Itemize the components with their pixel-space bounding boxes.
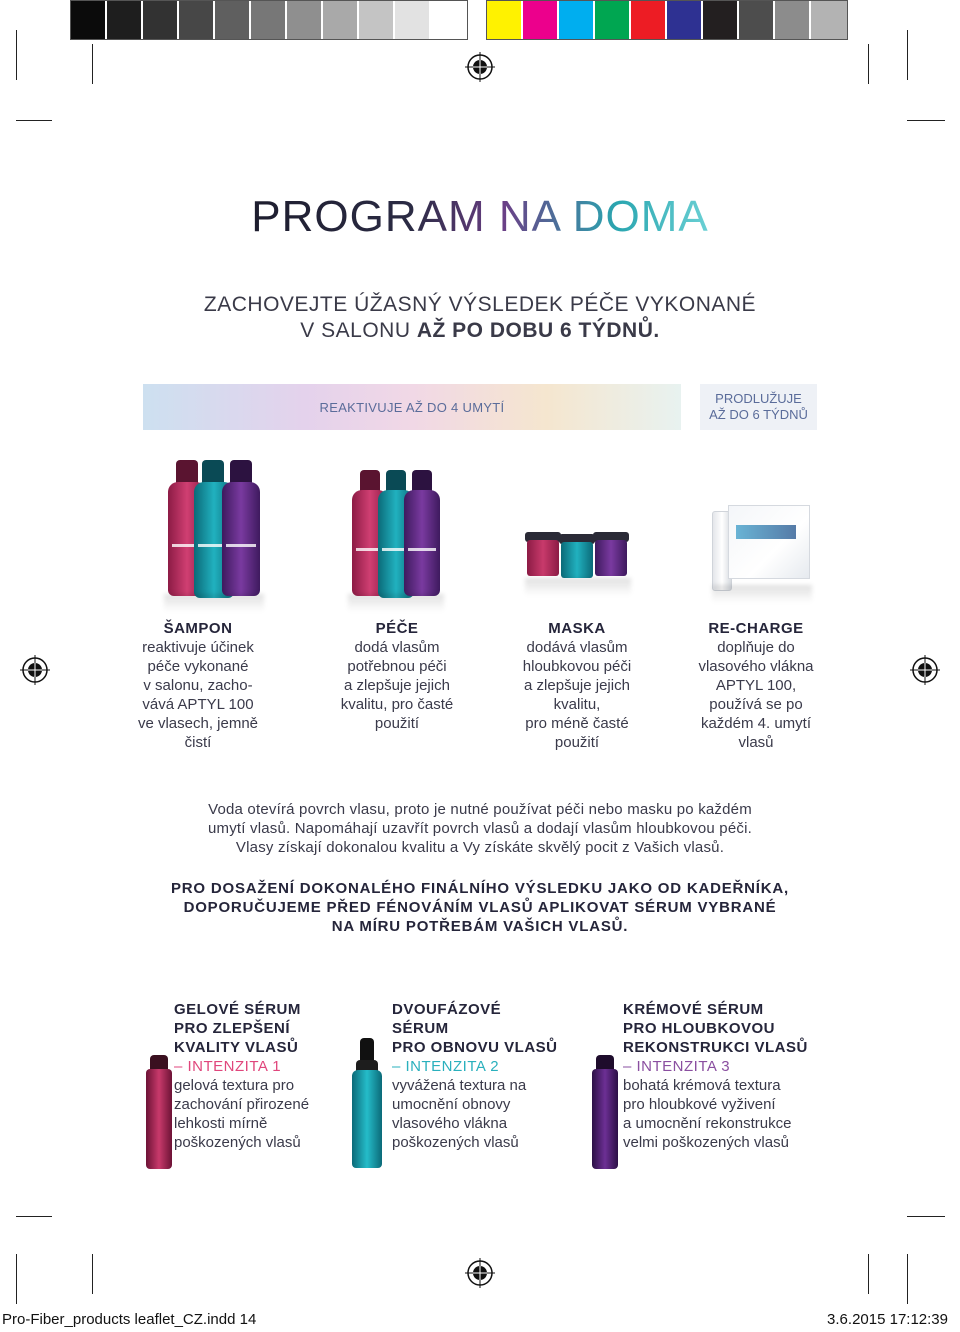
color-swatch: [559, 1, 595, 39]
crop-mark: [868, 44, 869, 84]
product-shampoo: [130, 619, 266, 752]
crop-mark: [92, 44, 93, 84]
serum-biphase-text: vyvážená textura na umocnění obnovy vlasového vlákna poškozených vlasů: [392, 1077, 527, 1151]
crop-mark: [907, 120, 945, 121]
mask-product-image: [525, 532, 631, 600]
serum-biphase-intensity: – INTENZITA 2: [392, 1058, 500, 1075]
extend-band: PRODLUŽUJE AŽ DO 6 TÝDNŮ: [700, 384, 817, 430]
subtitle: [0, 292, 960, 344]
gray-swatch: [431, 1, 467, 39]
serum-cream-title: KRÉMOVÉ SÉRUM PRO HLOUBKOVOU REKONSTRUKCI VLASŮ: [623, 1001, 808, 1056]
color-swatch: [595, 1, 631, 39]
gray-swatch: [251, 1, 287, 39]
crop-mark: [907, 1216, 945, 1217]
conditioner-product-image: [346, 470, 446, 600]
footer-timestamp: 3.6.2015 17:12:39: [827, 1311, 948, 1328]
crop-mark: [16, 30, 17, 80]
color-swatch: [631, 1, 667, 39]
color-swatch: [487, 1, 523, 39]
color-swatch: [667, 1, 703, 39]
serum-gel-intensity: – INTENZITA 1: [174, 1058, 282, 1075]
gray-color-bar: [70, 0, 468, 40]
page-title: PROGRAM NA DOMA: [251, 192, 709, 241]
serum-biphase-title: DVOUFÁZOVÉ SÉRUM PRO OBNOVU VLASŮ: [392, 1001, 558, 1056]
color-swatch: [523, 1, 559, 39]
shampoo-product-image: [160, 460, 270, 600]
product-mask-title: MASKA: [548, 620, 606, 637]
crop-mark: [16, 120, 52, 121]
serum-biphase: [392, 1000, 592, 1152]
footer-filename: Pro-Fiber_products leaflet_CZ.indd 14: [2, 1311, 257, 1328]
registration-mark-icon: [465, 52, 495, 82]
serum-cream: [623, 1000, 843, 1152]
biphase-serum-product-image: [352, 1038, 382, 1172]
product-conditioner-text: dodá vlasům potřebnou péči a zlepšuje jejich kvalitu, pro časté použití: [340, 639, 454, 732]
product-recharge: [676, 619, 836, 752]
product-mask-text: dodává vlasům hloubkovou péči a zlepšuje jejich kvalitu, pro méně časté použití: [522, 639, 632, 751]
gray-swatch: [107, 1, 143, 39]
crop-mark: [16, 1254, 17, 1304]
serum-gel: [174, 1000, 354, 1152]
product-shampoo-title: ŠAMPON: [163, 620, 233, 637]
process-color-bar: [486, 0, 848, 40]
product-conditioner: [317, 619, 477, 733]
subtitle-line-2: V SALONU AŽ PO DOBU 6 TÝDNŮ.: [300, 319, 660, 342]
crop-mark: [16, 1216, 52, 1217]
product-conditioner-title: PÉČE: [375, 620, 419, 637]
color-swatch: [775, 1, 811, 39]
registration-mark-icon: [465, 1258, 495, 1288]
recharge-product-image: [712, 505, 812, 600]
gray-swatch: [215, 1, 251, 39]
gray-swatch: [359, 1, 395, 39]
crop-mark: [907, 1254, 908, 1304]
cream-serum-product-image: [592, 1055, 618, 1173]
product-shampoo-text: reaktivuje účinek péče vykonané v salonu, zacho- vává APTYL 100 ve vlasech, jemně čistí: [137, 639, 259, 751]
color-swatch: [811, 1, 847, 39]
gel-serum-product-image: [146, 1055, 172, 1173]
serum-gel-title: GELOVÉ SÉRUM PRO ZLEPŠENÍ KVALITY VLASŮ: [174, 1001, 301, 1056]
serum-gel-text: gelová textura pro zachování přirozené lehkosti mírně poškozených vlasů: [174, 1077, 310, 1151]
serum-cream-text: bohatá krémová textura pro hloubkové vyživení a umocnění rekonstrukce velmi poškozených vlasů: [623, 1077, 792, 1151]
color-swatch: [739, 1, 775, 39]
recommendation-paragraph: PRO DOSAŽENÍ DOKONALÉHO FINÁLNÍHO VÝSLEDKU JAKO OD KADEŘNÍKA, DOPORUČUJEME PŘED FÉNOVÁNÍM VLASŮ APLIKOVAT SÉRUM VYBRANÉ NA MÍRU POTŘEBÁM VAŠICH VLASŮ.: [171, 880, 789, 935]
gray-swatch: [323, 1, 359, 39]
gray-swatch: [395, 1, 431, 39]
gray-swatch: [143, 1, 179, 39]
gray-swatch: [287, 1, 323, 39]
info-paragraph: Voda otevírá povrch vlasu, proto je nutné používat péči nebo masku po každém umytí vlasů. Napomáhají uzavřít povrch vlasů a dodají vlasům hloubkovou péči. Vlasy získají dokonalou kvalitu a Vy získáte skvělý pocit z Vašich vlasů.: [207, 801, 752, 856]
product-recharge-text: doplňuje do vlasového vlákna APTYL 100, používá se po každém 4. umytí vlasů: [698, 639, 814, 751]
color-swatch: [703, 1, 739, 39]
crop-mark: [868, 1254, 869, 1294]
product-recharge-title: RE-CHARGE: [708, 620, 804, 637]
product-mask: [497, 619, 657, 752]
crop-mark: [907, 30, 908, 80]
reactivate-band: REAKTIVUJE AŽ DO 4 UMYTÍ: [143, 384, 681, 430]
subtitle-line-1: ZACHOVEJTE ÚŽASNÝ VÝSLEDEK PÉČE VYKONANÉ: [203, 293, 757, 316]
registration-mark-icon: [20, 655, 50, 685]
gray-swatch: [71, 1, 107, 39]
registration-mark-icon: [910, 655, 940, 685]
serum-cream-intensity: – INTENZITA 3: [623, 1058, 731, 1075]
gray-swatch: [179, 1, 215, 39]
crop-mark: [92, 1254, 93, 1294]
